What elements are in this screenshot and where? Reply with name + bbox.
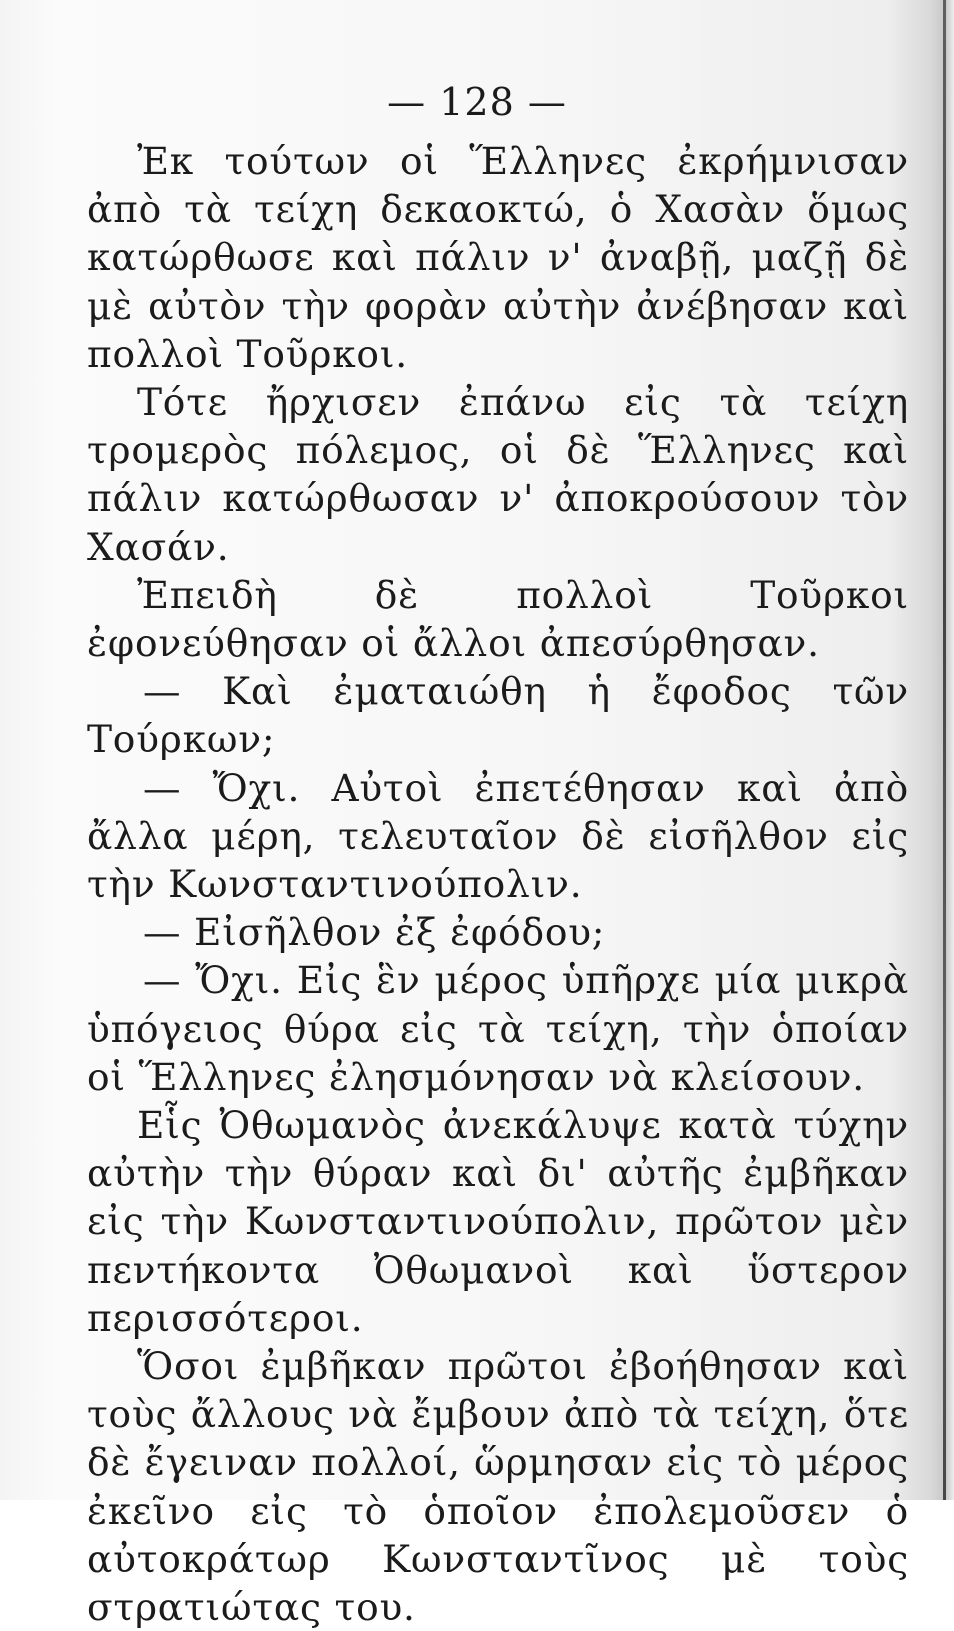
- page-number: — 128 —: [387, 80, 567, 124]
- page-edge-shadow: [946, 0, 954, 1500]
- paragraph-4: — Καὶ ἐματαιώθη ἡ ἔφοδος τῶν Τούρκων;: [87, 669, 909, 762]
- paragraph-6: — Εἰσῆλθον ἐξ ἐφόδου;: [143, 910, 606, 955]
- paragraph-3: Ἐπειδὴ δὲ πολλοὶ Τοῦρκοι ἐφονεύθησαν οἱ ἄλλοι ἀπεσύρθησαν.: [87, 572, 909, 666]
- page-edge-line: [943, 0, 946, 1500]
- paragraph-8: Εἷς Ὀθωμανὸς ἀνεκάλυψε κατὰ τύχην αὐτὴν τὴν θύραν καὶ δι' αὐτῆς ἐμβῆκαν εἰς τὴν Κωνσταντινούπολιν, πρῶτον μὲν πεντήκοντα Ὀθωμανοὶ καὶ ὕστερον περισσότεροι.: [87, 1103, 909, 1340]
- paragraph-5: — Ὄχι. Αὐτοὶ ἐπετέθησαν καὶ ἀπὸ ἄλλα μέρη, τελευταῖον δὲ εἰσῆλθον εἰς τὴν Κωνσταντινούπολιν.: [87, 765, 909, 907]
- body-text: [87, 137, 909, 1631]
- paragraph-9: Ὅσοι ἐμβῆκαν πρῶτοι ἐβοήθησαν καὶ τοὺς ἄλλους νὰ ἔμβουν ἀπὸ τὰ τείχη, ὅτε δὲ ἔγειναν πολλοί, ὥρμησαν εἰς τὸ μέρος ἐκεῖνο εἰς τὸ ὁποῖον ἐπολεμοῦσεν ὁ αὐτοκράτωρ Κωνσταντῖνος μὲ τοὺς στρατιώτας του.: [87, 1344, 909, 1630]
- paragraph-7: — Ὄχι. Εἰς ἓν μέρος ὑπῆρχε μία μικρὰ ὑπόγειος θύρα εἰς τὰ τείχη, τὴν ὁποίαν οἱ Ἕλληνες ἐλησμόνησαν νὰ κλείσουν.: [87, 958, 909, 1099]
- paragraph-2: Τότε ἤρχισεν ἐπάνω εἰς τὰ τείχη τρομερὸς πόλεμος, οἱ δὲ Ἕλληνες καὶ πάλιν κατώρθωσαν ν' ἀποκρούσουν τὸν Χασάν.: [87, 380, 909, 569]
- paragraph-1: Ἐκ τούτων οἱ Ἕλληνες ἐκρήμνισαν ἀπὸ τὰ τείχη δεκαοκτώ, ὁ Χασὰν ὅμως κατώρθωσε καὶ πάλιν ν' ἀναβῇ, μαζῇ δὲ μὲ αὐτὸν τὴν φορὰν αὐτὴν ἀνέβησαν καὶ πολλοὶ Τοῦρκοι.: [87, 139, 909, 376]
